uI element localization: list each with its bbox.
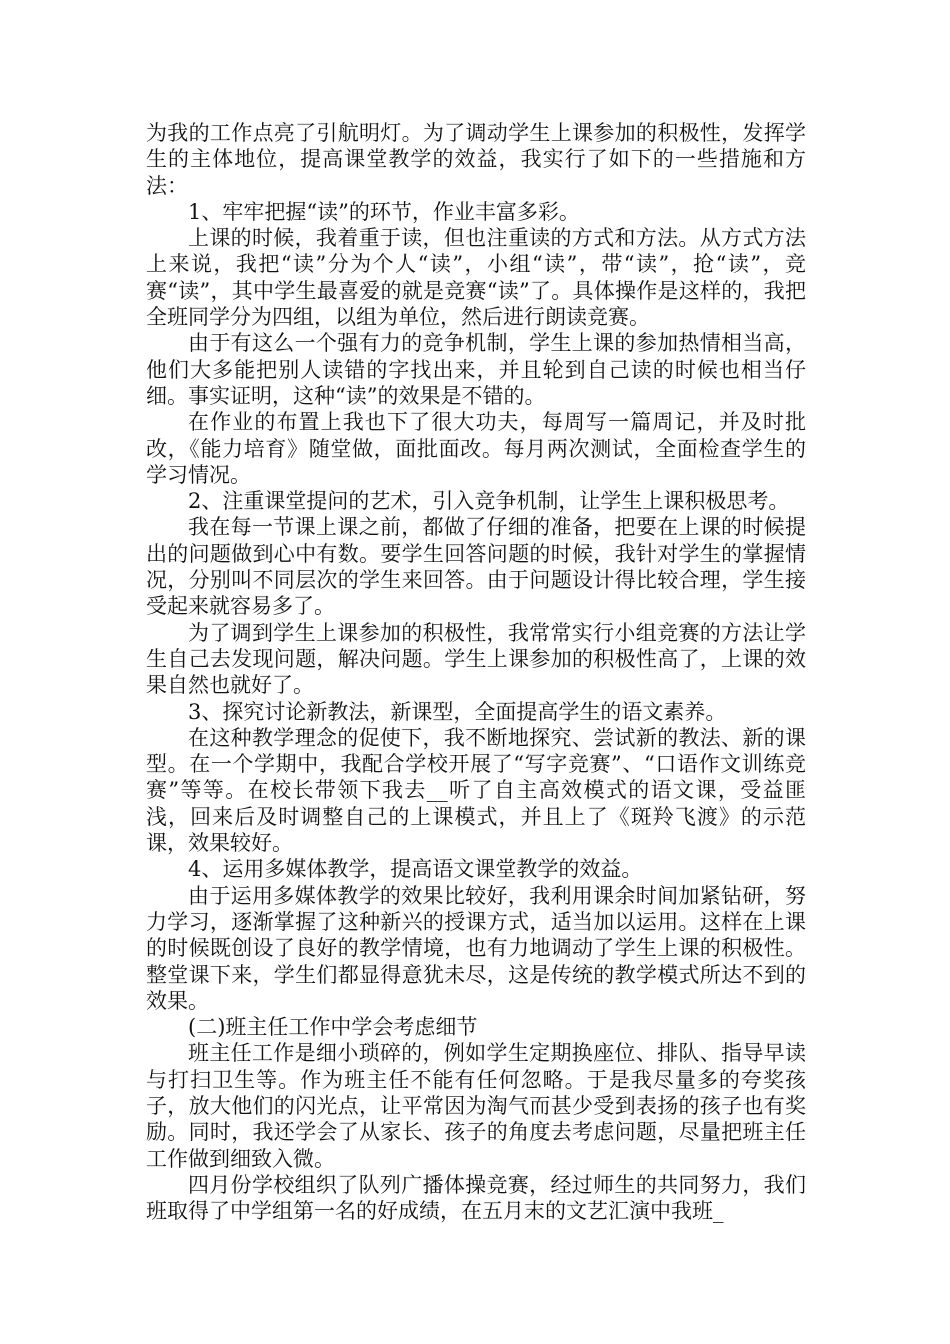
paragraph-8: 为了调到学生上课参加的积极性，我常常实行小组竞赛的方法让学生自己去发现问题，解决问题。学生上课参加的积极性高了，上课的效果自然也就好了。 bbox=[146, 620, 806, 698]
paragraph-9: 3、探究讨论新教法，新课型，全面提高学生的语文素养。 bbox=[188, 699, 727, 724]
document-body bbox=[146, 120, 806, 1224]
paragraph-12: 由于运用多媒体教学的效果比较好，我利用课余时间加紧钻研，努力学习，逐渐掌握了这种新兴的授课方式，适当加以运用。这样在上课的时候既创设了良好的教学情境，也有力地调动了学生上课的积极性。整堂课下来，学生们都显得意犹未尽，这是传统的教学模式所达不到的效果。 bbox=[146, 883, 806, 1013]
paragraph-4: 由于有这么一个强有力的竞争机制，学生上课的参加热情相当高，他们大多能把别人读错的字找出来，并且轮到自己读的时候也相当仔细。事实证明，这种“读”的效果是不错的。 bbox=[146, 331, 806, 408]
paragraph-3: 上课的时候，我着重于读，但也注重读的方式和方法。从方式方法上来说，我把“读”分为个人“读”，小组“读”，带“读”，抢“读”，竞赛“读”，其中学生最喜爱的就是竞赛“读”了。具体操作是这样的，我把全班同学分为四组，以组为单位，然后进行朗读竞赛。 bbox=[146, 226, 806, 330]
paragraph-15: 四月份学校组织了队列广播体操竞赛，经过师生的共同努力，我们班取得了中学组第一名的好成绩，在五月末的文艺汇演中我班_ bbox=[146, 1172, 806, 1224]
paragraph-1: 为我的工作点亮了引航明灯。为了调动学生上课参加的积极性，发挥学生的主体地位，提高课堂教学的效益，我实行了如下的一些措施和方法： bbox=[146, 121, 806, 198]
paragraph-11: 4、运用多媒体教学，提高语文课堂教学的效益。 bbox=[188, 857, 643, 882]
paragraph-6: 2、注重课堂提问的艺术，引入竞争机制，让学生上课积极思考。 bbox=[188, 489, 790, 514]
paragraph-2: 1、牢牢把握“读”的环节，作业丰富多彩。 bbox=[188, 199, 580, 224]
paragraph-10: 在这种教学理念的促使下，我不断地探究、尝试新的教法、新的课型。在一个学期中，我配合学校开展了“写字竞赛”、“口语作文训练竞赛”等等。在校长带领下我去__听了自主高效模式的语文课，受益匪浅，回来后及时调整自己的上课模式，并且上了《斑羚飞渡》的示范课，效果较好。 bbox=[146, 725, 806, 856]
paragraph-5: 在作业的布置上我也下了很大功夫，每周写一篇周记，并及时批改，《能力培育》随堂做，面批面改。每月两次测试，全面检查学生的学习情况。 bbox=[146, 410, 806, 487]
paragraph-14: 班主任工作是细小琐碎的，例如学生定期换座位、排队、指导早读与打扫卫生等。作为班主任不能有任何忽略。于是我尽量多的夸奖孩子，放大他们的闪光点，让平常因为淘气而甚少受到表扬的孩子也有奖励。同时，我还学会了从家长、孩子的角度去考虑问题，尽量把班主任工作做到细致入微。 bbox=[146, 1041, 806, 1171]
paragraph-7: 我在每一节课上课之前，都做了仔细的准备，把要在上课的时候提出的问题做到心中有数。要学生回答问题的时候，我针对学生的掌握情况，分别叫不同层次的学生来回答。由于问题设计得比较合理，学生接受起来就容易多了。 bbox=[146, 515, 806, 619]
section-heading: (二)班主任工作中学会考虑细节 bbox=[188, 1015, 478, 1040]
